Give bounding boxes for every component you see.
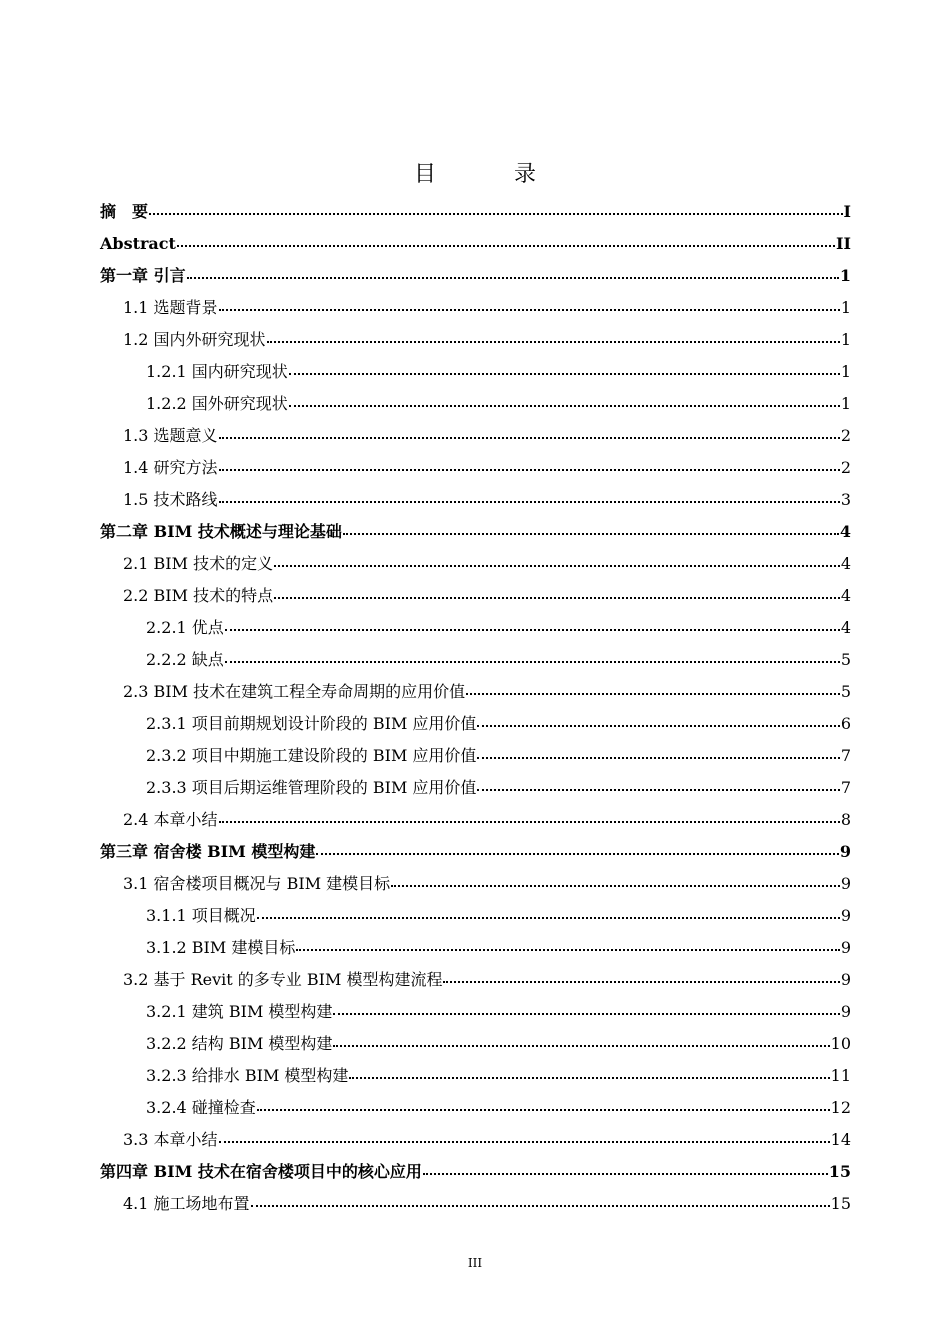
toc-entry-label: 2.3.3 项目后期运维管理阶段的 BIM 应用价值 [146,778,477,797]
toc-entry[interactable] [100,1028,851,1060]
toc-entry-label: 3.2.1 建筑 BIM 模型构建 [146,1002,333,1021]
toc-entry[interactable] [100,740,851,772]
dot-leader [225,629,840,631]
toc-entry[interactable] [100,772,851,804]
toc-entry[interactable] [100,292,851,324]
toc-entry[interactable] [100,516,851,548]
toc-entry-label: Abstract [100,234,176,253]
toc-entry-label: 3.2.2 结构 BIM 模型构建 [146,1034,333,1053]
toc-entry[interactable] [100,1124,851,1156]
dot-leader [274,565,840,567]
toc-entry[interactable] [100,804,851,836]
dot-leader [187,277,839,279]
dot-leader [296,949,839,951]
dot-leader [477,789,839,791]
dot-leader [219,821,840,823]
toc-entry-page: 7 [840,746,851,765]
dot-leader [149,213,843,215]
toc-entry-page: 2 [840,458,851,477]
toc-entry[interactable] [100,356,851,388]
dot-leader [349,1077,829,1079]
toc-entry-page: 5 [840,682,851,701]
toc-entry-page: 9 [840,938,851,957]
toc-entry-label: 摘 要 [100,202,149,221]
dot-leader [219,469,840,471]
toc-entry[interactable] [100,484,851,516]
toc-entry-label: 第二章 BIM 技术概述与理论基础 [100,522,342,541]
toc-entry[interactable] [100,548,851,580]
toc-entry-page: 1 [840,394,851,413]
dot-leader [391,885,840,887]
toc-entry[interactable] [100,1060,851,1092]
toc-entry[interactable] [100,868,851,900]
toc-entry-page: 9 [840,906,851,925]
dot-leader [267,341,840,343]
dot-leader [219,437,840,439]
toc-entry-page: 9 [840,970,851,989]
toc-entry-page: 1 [840,362,851,381]
toc-entry-page: II [836,234,851,253]
toc-entry-label: 2.1 BIM 技术的定义 [123,554,274,573]
dot-leader [333,1045,829,1047]
dot-leader [289,373,840,375]
toc-entry-page: 9 [840,1002,851,1021]
dot-leader [177,245,835,247]
toc-entry-page: 4 [840,586,851,605]
toc-entry-label: 2.4 本章小结 [123,810,218,829]
toc-entry-page: 15 [830,1194,851,1213]
toc-entry-page: 6 [840,714,851,733]
toc-entry[interactable] [100,676,851,708]
dot-leader [257,1109,830,1111]
toc-entry-label: 1.5 技术路线 [123,490,218,509]
toc-entry[interactable] [100,1092,851,1124]
dot-leader [477,725,839,727]
dot-leader [423,1173,828,1175]
toc-entry-page: 1 [839,266,851,285]
toc-entry[interactable] [100,996,851,1028]
toc-entry-label: 3.2.3 给排水 BIM 模型构建 [146,1066,349,1085]
dot-leader [219,501,840,503]
dot-leader [316,853,838,855]
toc-entry-label: 3.1 宿舍楼项目概况与 BIM 建模目标 [123,874,391,893]
toc-entry-page: 7 [840,778,851,797]
toc-entry-page: 3 [840,490,851,509]
dot-leader [251,1205,830,1207]
toc-entry-label: 1.3 选题意义 [123,426,218,445]
toc-entry-page: 1 [840,330,851,349]
toc-entry-page: 15 [828,1162,851,1181]
toc-entry-page: 12 [830,1098,851,1117]
toc-entry-page: I [843,202,851,221]
toc-entry-page: 4 [840,554,851,573]
toc-entry-label: 3.2 基于 Revit 的多专业 BIM 模型构建流程 [123,970,443,989]
toc-entry-label: 3.1.1 项目概况 [146,906,256,925]
dot-leader [443,981,839,983]
dot-leader [466,693,840,695]
toc-entry[interactable] [100,196,851,228]
dot-leader [343,533,839,535]
toc-entry[interactable] [100,644,851,676]
toc-entry-label: 3.1.2 BIM 建模目标 [146,938,296,957]
toc-entry[interactable] [100,324,851,356]
toc-entry[interactable] [100,580,851,612]
toc-entry[interactable] [100,1156,851,1188]
toc-entry-label: 3.3 本章小结 [123,1130,218,1149]
toc-entry-label: 1.2.2 国外研究现状 [146,394,288,413]
dot-leader [274,597,840,599]
toc-entry[interactable] [100,420,851,452]
page-title: 目 录 [413,161,564,187]
toc-entry[interactable] [100,836,851,868]
toc-entry-label: 第四章 BIM 技术在宿舍楼项目中的核心应用 [100,1162,422,1181]
toc-entry-label: 2.3 BIM 技术在建筑工程全寿命周期的应用价值 [123,682,466,701]
toc-entry[interactable] [100,260,851,292]
dot-leader [219,1141,830,1143]
toc-entry[interactable] [100,1188,851,1220]
dot-leader [219,309,840,311]
toc-entry[interactable] [100,900,851,932]
toc-entry-label: 1.4 研究方法 [123,458,218,477]
toc-entry[interactable] [100,964,851,996]
table-of-contents [100,196,851,1220]
toc-entry-page: 14 [830,1130,851,1149]
toc-entry-page: 11 [830,1066,851,1085]
toc-entry-page: 10 [830,1034,851,1053]
dot-leader [225,661,840,663]
toc-entry-label: 3.2.4 碰撞检查 [146,1098,256,1117]
toc-entry-label: 第一章 引言 [100,266,186,285]
toc-entry-page: 8 [840,810,851,829]
toc-entry-page: 9 [839,842,851,861]
toc-entry-label: 1.1 选题背景 [123,298,218,317]
toc-entry[interactable] [100,452,851,484]
toc-entry-label: 4.1 施工场地布置 [123,1194,250,1213]
toc-entry[interactable] [100,708,851,740]
toc-entry-page: 4 [840,618,851,637]
toc-entry-label: 2.3.2 项目中期施工建设阶段的 BIM 应用价值 [146,746,477,765]
toc-entry-page: 4 [839,522,851,541]
dot-leader [289,405,840,407]
dot-leader [477,757,839,759]
dot-leader [257,917,840,919]
toc-entry-label: 1.2 国内外研究现状 [123,330,266,349]
toc-entry-page: 5 [840,650,851,669]
page-number: III [467,1256,483,1270]
toc-entry[interactable] [100,388,851,420]
toc-entry-label: 2.3.1 项目前期规划设计阶段的 BIM 应用价值 [146,714,477,733]
dot-leader [333,1013,839,1015]
toc-entry-label: 1.2.1 国内研究现状 [146,362,288,381]
toc-entry[interactable] [100,228,851,260]
toc-entry[interactable] [100,932,851,964]
toc-entry[interactable] [100,612,851,644]
toc-entry-page: 9 [840,874,851,893]
toc-entry-label: 2.2.1 优点 [146,618,224,637]
toc-entry-label: 2.2 BIM 技术的特点 [123,586,274,605]
toc-entry-label: 2.2.2 缺点 [146,650,224,669]
toc-entry-page: 2 [840,426,851,445]
toc-entry-page: 1 [840,298,851,317]
toc-entry-label: 第三章 宿舍楼 BIM 模型构建 [100,842,316,861]
